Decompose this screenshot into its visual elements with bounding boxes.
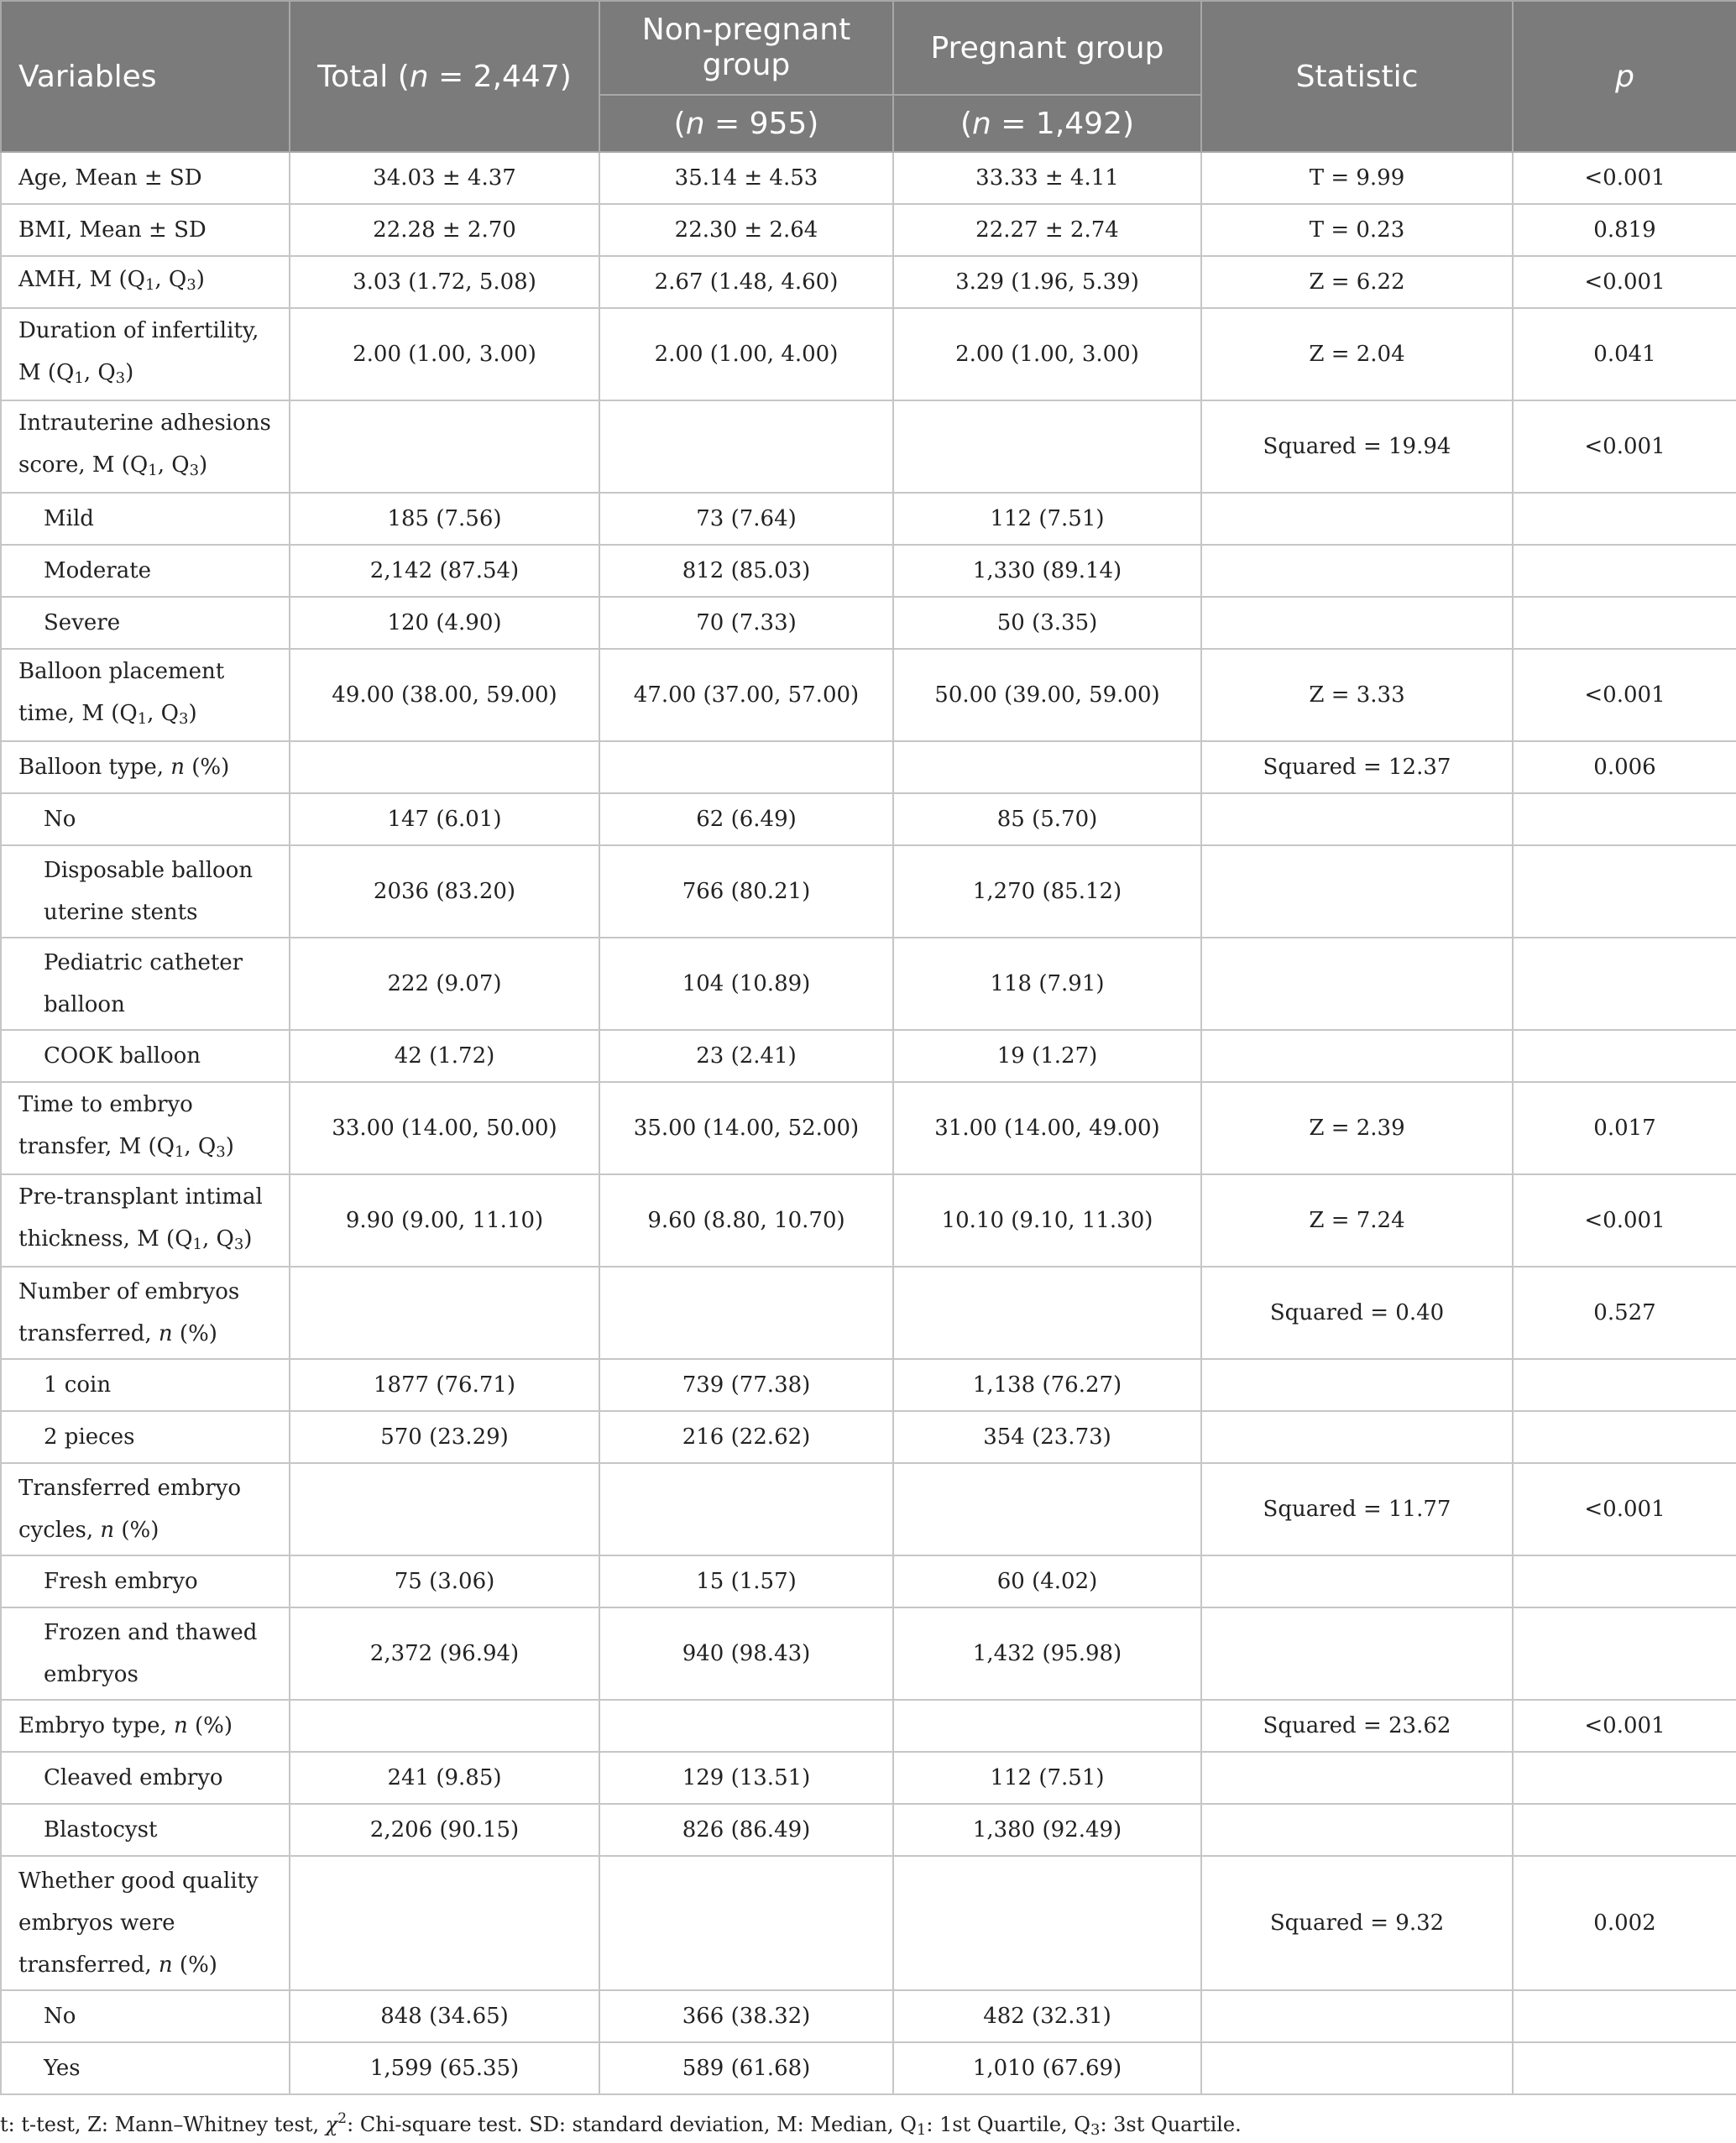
cell-pregnant: 112 (7.51) xyxy=(893,1752,1201,1804)
cell-total: 33.00 (14.00, 50.00) xyxy=(290,1082,599,1174)
cell-total: 147 (6.01) xyxy=(290,793,599,845)
cell-nonpregnant: 35.00 (14.00, 52.00) xyxy=(599,1082,893,1174)
table-row xyxy=(1,1804,1736,1856)
cell-variable: Severe xyxy=(1,597,290,649)
cell-nonpregnant xyxy=(599,1856,893,1990)
cell-total: 1,599 (65.35) xyxy=(290,2042,599,2094)
cell-nonpregnant: 766 (80.21) xyxy=(599,845,893,938)
cell-pregnant: 1,432 (95.98) xyxy=(893,1607,1201,1700)
cell-pregnant: 33.33 ± 4.11 xyxy=(893,152,1201,204)
cell-nonpregnant: 23 (2.41) xyxy=(599,1030,893,1082)
cell-variable: COOK balloon xyxy=(1,1030,290,1082)
table-footnote: t: t-test, Z: Mann–Whitney test, $\chi^2$: Chi-square test. SD: standard deviation, M: Median, Q1: 1st Quartile, Q3: 3st Quartile. xyxy=(0,2110,1242,2139)
cell-p-value xyxy=(1513,1030,1736,1082)
cell-variable: Cleaved embryo xyxy=(1,1752,290,1804)
cell-p-value xyxy=(1513,793,1736,845)
header-pregnant-n: (n = 1,492) xyxy=(893,95,1201,152)
table-row xyxy=(1,152,1736,204)
cell-total xyxy=(290,741,599,793)
header-nonpregnant-n: (n = 955) xyxy=(599,95,893,152)
cell-p-value: 0.527 xyxy=(1513,1267,1736,1359)
cell-pregnant: 22.27 ± 2.74 xyxy=(893,204,1201,256)
table-row xyxy=(1,1700,1736,1752)
cell-nonpregnant: 22.30 ± 2.64 xyxy=(599,204,893,256)
cell-p-value: <0.001 xyxy=(1513,256,1736,308)
cell-nonpregnant: 70 (7.33) xyxy=(599,597,893,649)
cell-statistic: Squared = 0.40 xyxy=(1201,1267,1513,1359)
cell-statistic xyxy=(1201,597,1513,649)
cell-p-value: <0.001 xyxy=(1513,1463,1736,1555)
header-p: p xyxy=(1513,1,1736,152)
cell-statistic xyxy=(1201,1607,1513,1700)
cell-nonpregnant: 812 (85.03) xyxy=(599,545,893,597)
cell-variable: Duration of infertility, M (Q1, Q3) xyxy=(1,308,290,400)
cell-variable: 2 pieces xyxy=(1,1411,290,1463)
cell-statistic xyxy=(1201,1030,1513,1082)
cell-statistic: T = 9.99 xyxy=(1201,152,1513,204)
cell-statistic xyxy=(1201,1752,1513,1804)
cell-statistic xyxy=(1201,2042,1513,2094)
cell-statistic: Squared = 9.32 xyxy=(1201,1856,1513,1990)
cell-p-value: <0.001 xyxy=(1513,1174,1736,1267)
cell-nonpregnant xyxy=(599,1267,893,1359)
cell-statistic xyxy=(1201,938,1513,1030)
cell-pregnant: 354 (23.73) xyxy=(893,1411,1201,1463)
cell-total: 2.00 (1.00, 3.00) xyxy=(290,308,599,400)
cell-variable: Mild xyxy=(1,493,290,545)
cell-statistic xyxy=(1201,493,1513,545)
cell-variable: Intrauterine adhesions score, M (Q1, Q3) xyxy=(1,400,290,493)
cell-variable: Frozen and thawed embryos xyxy=(1,1607,290,1700)
cell-total xyxy=(290,1856,599,1990)
cell-total: 22.28 ± 2.70 xyxy=(290,204,599,256)
cell-p-value: <0.001 xyxy=(1513,1700,1736,1752)
cell-total: 2,372 (96.94) xyxy=(290,1607,599,1700)
cell-statistic xyxy=(1201,1804,1513,1856)
cell-statistic: Z = 7.24 xyxy=(1201,1174,1513,1267)
cell-pregnant: 31.00 (14.00, 49.00) xyxy=(893,1082,1201,1174)
cell-p-value xyxy=(1513,545,1736,597)
cell-total xyxy=(290,1463,599,1555)
table-row xyxy=(1,1856,1736,1990)
cell-variable: Balloon type, n (%) xyxy=(1,741,290,793)
cell-statistic: Squared = 12.37 xyxy=(1201,741,1513,793)
cell-pregnant: 482 (32.31) xyxy=(893,1990,1201,2042)
cell-statistic: Z = 6.22 xyxy=(1201,256,1513,308)
cell-nonpregnant: 47.00 (37.00, 57.00) xyxy=(599,649,893,741)
cell-total: 570 (23.29) xyxy=(290,1411,599,1463)
header-variables: Variables xyxy=(1,1,290,152)
cell-total: 222 (9.07) xyxy=(290,938,599,1030)
cell-variable: Yes xyxy=(1,2042,290,2094)
cell-variable: Number of embryos transferred, n (%) xyxy=(1,1267,290,1359)
cell-variable: BMI, Mean ± SD xyxy=(1,204,290,256)
cell-p-value: 0.819 xyxy=(1513,204,1736,256)
cell-nonpregnant xyxy=(599,1700,893,1752)
cell-nonpregnant: 129 (13.51) xyxy=(599,1752,893,1804)
cell-variable: Whether good quality embryos were transferred, n (%) xyxy=(1,1856,290,1990)
cell-total: 34.03 ± 4.37 xyxy=(290,152,599,204)
cell-p-value: 0.017 xyxy=(1513,1082,1736,1174)
cell-variable: Balloon placement time, M (Q1, Q3) xyxy=(1,649,290,741)
cell-pregnant: 3.29 (1.96, 5.39) xyxy=(893,256,1201,308)
cell-statistic xyxy=(1201,845,1513,938)
table-row xyxy=(1,1267,1736,1359)
cell-total: 75 (3.06) xyxy=(290,1555,599,1607)
cell-total xyxy=(290,1700,599,1752)
cell-total: 185 (7.56) xyxy=(290,493,599,545)
cell-nonpregnant: 739 (77.38) xyxy=(599,1359,893,1411)
cell-pregnant: 2.00 (1.00, 3.00) xyxy=(893,308,1201,400)
cell-variable: Embryo type, n (%) xyxy=(1,1700,290,1752)
cell-statistic: Z = 2.39 xyxy=(1201,1082,1513,1174)
table-row xyxy=(1,1030,1736,1082)
table-row xyxy=(1,793,1736,845)
table-header xyxy=(1,1,1736,152)
cell-nonpregnant: 216 (22.62) xyxy=(599,1411,893,1463)
cell-nonpregnant: 826 (86.49) xyxy=(599,1804,893,1856)
cell-p-value: 0.041 xyxy=(1513,308,1736,400)
header-nonpregnant-group: Non-pregnant group xyxy=(599,1,893,95)
cell-pregnant xyxy=(893,400,1201,493)
cell-p-value xyxy=(1513,1752,1736,1804)
header-statistic: Statistic xyxy=(1201,1,1513,152)
cell-pregnant: 85 (5.70) xyxy=(893,793,1201,845)
table-row xyxy=(1,1752,1736,1804)
table-row xyxy=(1,1463,1736,1555)
cell-statistic xyxy=(1201,1555,1513,1607)
cell-pregnant: 60 (4.02) xyxy=(893,1555,1201,1607)
cell-nonpregnant xyxy=(599,400,893,493)
cell-pregnant: 1,330 (89.14) xyxy=(893,545,1201,597)
cell-p-value xyxy=(1513,2042,1736,2094)
cell-total: 2,142 (87.54) xyxy=(290,545,599,597)
cell-pregnant: 19 (1.27) xyxy=(893,1030,1201,1082)
cell-statistic: Z = 2.04 xyxy=(1201,308,1513,400)
cell-p-value: <0.001 xyxy=(1513,400,1736,493)
cell-statistic: Z = 3.33 xyxy=(1201,649,1513,741)
cell-total xyxy=(290,400,599,493)
cell-total: 3.03 (1.72, 5.08) xyxy=(290,256,599,308)
cell-total: 9.90 (9.00, 11.10) xyxy=(290,1174,599,1267)
cell-statistic xyxy=(1201,1359,1513,1411)
table-row xyxy=(1,1555,1736,1607)
cell-variable: Fresh embryo xyxy=(1,1555,290,1607)
cell-statistic: Squared = 11.77 xyxy=(1201,1463,1513,1555)
cell-total: 2,206 (90.15) xyxy=(290,1804,599,1856)
cell-pregnant: 118 (7.91) xyxy=(893,938,1201,1030)
cell-p-value xyxy=(1513,938,1736,1030)
table-row xyxy=(1,545,1736,597)
cell-variable: Pre-transplant intimal thickness, M (Q1, Q3) xyxy=(1,1174,290,1267)
cell-variable: AMH, M (Q1, Q3) xyxy=(1,256,290,308)
table-body xyxy=(1,152,1736,2094)
cell-nonpregnant: 104 (10.89) xyxy=(599,938,893,1030)
cell-nonpregnant xyxy=(599,1463,893,1555)
cell-pregnant: 10.10 (9.10, 11.30) xyxy=(893,1174,1201,1267)
cell-pregnant: 1,010 (67.69) xyxy=(893,2042,1201,2094)
cell-pregnant: 50.00 (39.00, 59.00) xyxy=(893,649,1201,741)
cell-statistic xyxy=(1201,1411,1513,1463)
cell-variable: No xyxy=(1,793,290,845)
table-row xyxy=(1,741,1736,793)
table-row xyxy=(1,1174,1736,1267)
cell-p-value: <0.001 xyxy=(1513,152,1736,204)
header-pregnant-group: Pregnant group xyxy=(893,1,1201,95)
cell-p-value xyxy=(1513,1990,1736,2042)
cell-p-value xyxy=(1513,1359,1736,1411)
cell-nonpregnant xyxy=(599,741,893,793)
cell-pregnant: 50 (3.35) xyxy=(893,597,1201,649)
cell-pregnant: 1,270 (85.12) xyxy=(893,845,1201,938)
cell-p-value xyxy=(1513,845,1736,938)
cell-nonpregnant: 366 (38.32) xyxy=(599,1990,893,2042)
cell-total: 848 (34.65) xyxy=(290,1990,599,2042)
cell-statistic xyxy=(1201,545,1513,597)
cell-nonpregnant: 62 (6.49) xyxy=(599,793,893,845)
cell-nonpregnant: 940 (98.43) xyxy=(599,1607,893,1700)
cell-pregnant: 1,380 (92.49) xyxy=(893,1804,1201,1856)
cell-variable: Age, Mean ± SD xyxy=(1,152,290,204)
cell-total: 1877 (76.71) xyxy=(290,1359,599,1411)
cell-p-value: 0.002 xyxy=(1513,1856,1736,1990)
cell-pregnant xyxy=(893,1463,1201,1555)
cell-statistic: T = 0.23 xyxy=(1201,204,1513,256)
cell-p-value xyxy=(1513,493,1736,545)
cell-statistic: Squared = 23.62 xyxy=(1201,1700,1513,1752)
cell-nonpregnant: 15 (1.57) xyxy=(599,1555,893,1607)
table-row xyxy=(1,845,1736,938)
cell-variable: Pediatric catheter balloon xyxy=(1,938,290,1030)
cell-statistic: Squared = 19.94 xyxy=(1201,400,1513,493)
cell-total: 241 (9.85) xyxy=(290,1752,599,1804)
table-row xyxy=(1,938,1736,1030)
cell-p-value xyxy=(1513,1555,1736,1607)
cell-nonpregnant: 73 (7.64) xyxy=(599,493,893,545)
cell-p-value xyxy=(1513,597,1736,649)
table-row xyxy=(1,400,1736,493)
cell-variable: Time to embryo transfer, M (Q1, Q3) xyxy=(1,1082,290,1174)
table-row xyxy=(1,1990,1736,2042)
cell-nonpregnant: 9.60 (8.80, 10.70) xyxy=(599,1174,893,1267)
table-row xyxy=(1,1082,1736,1174)
table-row xyxy=(1,256,1736,308)
table-row xyxy=(1,493,1736,545)
cell-total: 42 (1.72) xyxy=(290,1030,599,1082)
cell-variable: Disposable balloon uterine stents xyxy=(1,845,290,938)
cell-nonpregnant: 589 (61.68) xyxy=(599,2042,893,2094)
cell-variable: Moderate xyxy=(1,545,290,597)
cell-pregnant xyxy=(893,741,1201,793)
table-row xyxy=(1,1359,1736,1411)
cell-nonpregnant: 2.67 (1.48, 4.60) xyxy=(599,256,893,308)
cell-total: 120 (4.90) xyxy=(290,597,599,649)
cell-pregnant: 112 (7.51) xyxy=(893,493,1201,545)
cell-variable: Transferred embryo cycles, n (%) xyxy=(1,1463,290,1555)
cell-p-value xyxy=(1513,1804,1736,1856)
table-row xyxy=(1,597,1736,649)
cell-pregnant xyxy=(893,1267,1201,1359)
cell-total: 2036 (83.20) xyxy=(290,845,599,938)
table-row xyxy=(1,1607,1736,1700)
cell-statistic xyxy=(1201,1990,1513,2042)
cell-variable: 1 coin xyxy=(1,1359,290,1411)
cell-total xyxy=(290,1267,599,1359)
cell-variable: No xyxy=(1,1990,290,2042)
cell-pregnant xyxy=(893,1700,1201,1752)
cell-p-value xyxy=(1513,1411,1736,1463)
cell-p-value xyxy=(1513,1607,1736,1700)
header-total: Total (n = 2,447) xyxy=(290,1,599,152)
cell-total: 49.00 (38.00, 59.00) xyxy=(290,649,599,741)
table-row xyxy=(1,2042,1736,2094)
table-row xyxy=(1,308,1736,400)
table-row xyxy=(1,1411,1736,1463)
cell-variable: Blastocyst xyxy=(1,1804,290,1856)
cell-nonpregnant: 2.00 (1.00, 4.00) xyxy=(599,308,893,400)
cell-p-value: 0.006 xyxy=(1513,741,1736,793)
cell-p-value: <0.001 xyxy=(1513,649,1736,741)
cell-pregnant: 1,138 (76.27) xyxy=(893,1359,1201,1411)
table-row xyxy=(1,204,1736,256)
cell-statistic xyxy=(1201,793,1513,845)
cell-nonpregnant: 35.14 ± 4.53 xyxy=(599,152,893,204)
table-row xyxy=(1,649,1736,741)
cell-pregnant xyxy=(893,1856,1201,1990)
